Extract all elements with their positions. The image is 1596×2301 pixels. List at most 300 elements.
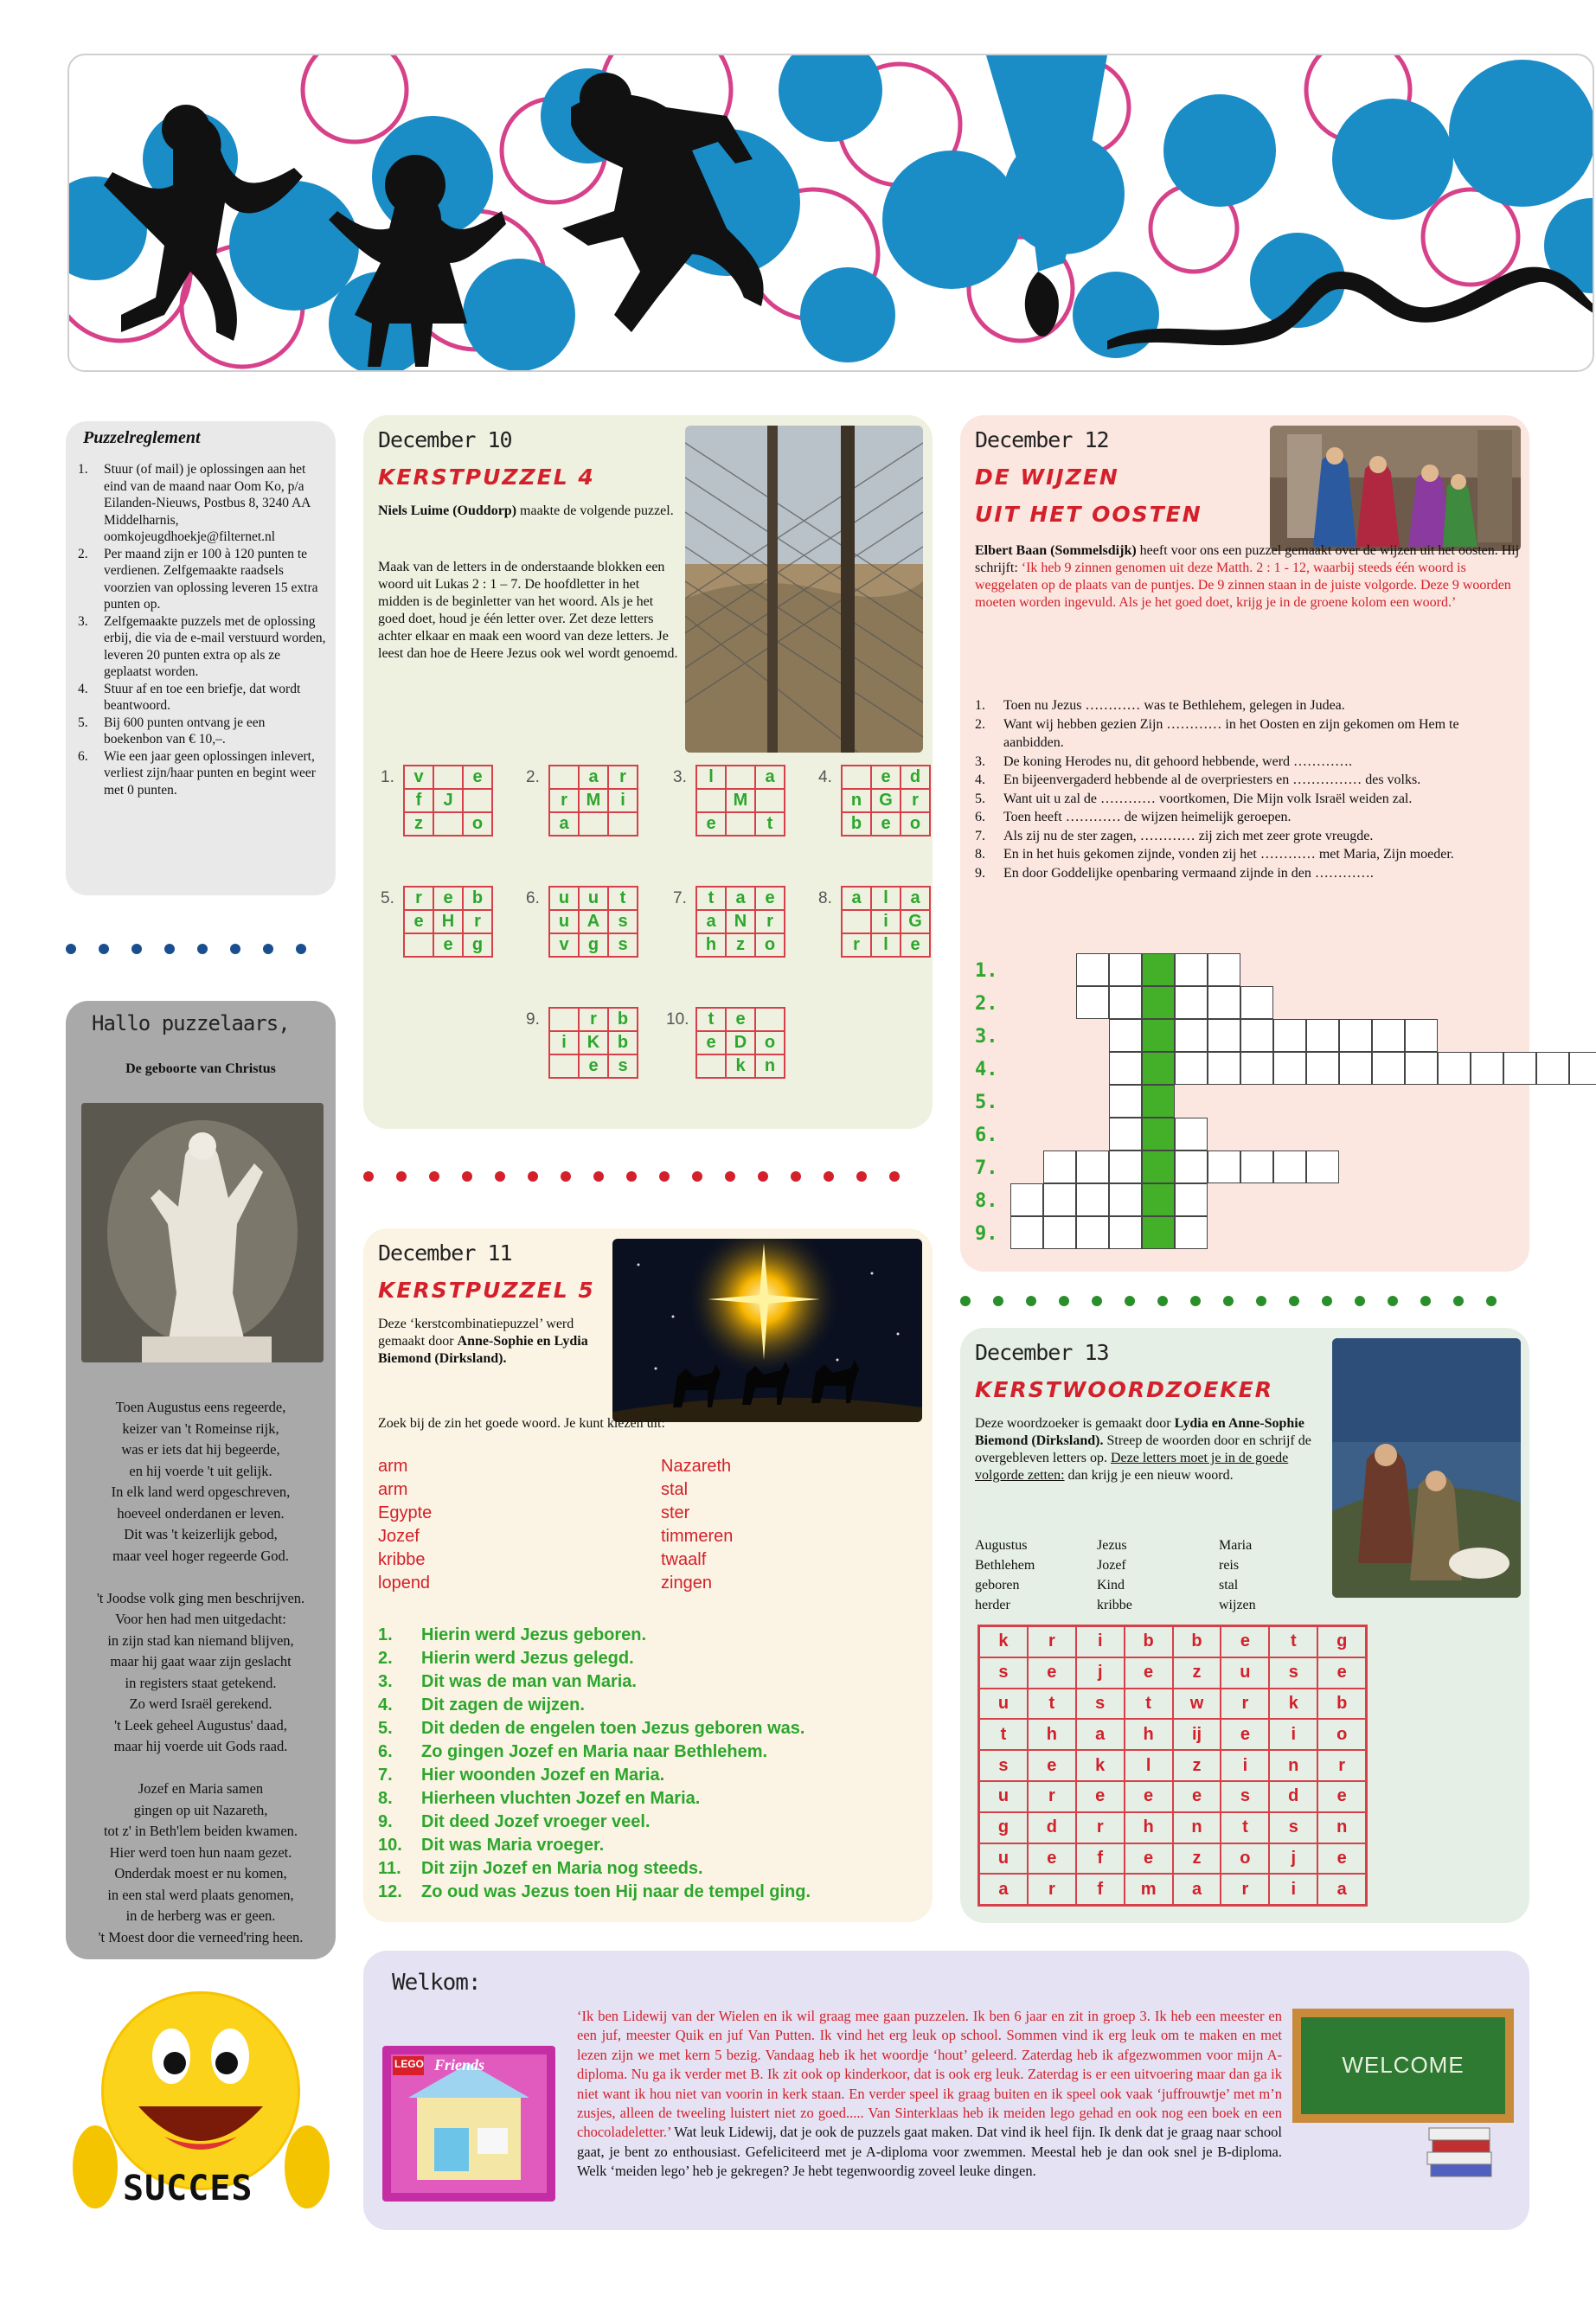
letter-cell: r (901, 789, 930, 812)
letter-cell: u (549, 887, 579, 910)
rules-item-text: Bij 600 punten ontvang je een boekenbon van € 10,–. (104, 715, 266, 747)
crossword-cell (1142, 1216, 1175, 1249)
sentence-number: 2. (975, 716, 985, 732)
dec13-title: KERSTWOORDZOEKER (975, 1377, 1274, 1402)
dec11-author: Anne-Sophie en Lydia Biemond (Dirksland). (378, 1334, 588, 1366)
search-cell: i (1221, 1750, 1269, 1781)
search-cell: r (1221, 1874, 1269, 1905)
question-text: Hierheen vluchten Jozef en Maria. (421, 1789, 701, 1808)
letter-cell (549, 1008, 579, 1031)
choice-word: Jozef (378, 1527, 420, 1546)
letter-grid (841, 765, 931, 836)
question-text: Dit was Maria vroeger. (421, 1836, 605, 1855)
dec12-box (960, 415, 1529, 1272)
crossword-cell (1240, 1052, 1273, 1085)
lego-brand: LEGO (394, 2058, 425, 2070)
search-cell: h (1125, 1719, 1173, 1750)
crossword-cell (1372, 1052, 1405, 1085)
letter-cell: a (901, 887, 930, 910)
search-cell: u (979, 1781, 1028, 1812)
succes-text: SUCCES (123, 2169, 253, 2208)
question-row (378, 1834, 811, 1857)
letter-grid (695, 886, 785, 958)
sentence-row (975, 864, 1520, 883)
letter-grid (403, 765, 493, 836)
search-cell: l (1125, 1750, 1173, 1781)
letter-cell: s (608, 933, 638, 957)
letter-cell: r (842, 933, 871, 957)
welcome-board-text: WELCOME (1342, 2052, 1465, 2078)
welkom-box (363, 1951, 1529, 2230)
rules-item (74, 681, 327, 715)
poem-line: Voor hen had men uitgedacht: (115, 1611, 286, 1627)
letter-cell: e (696, 812, 726, 836)
crossword-cell (1109, 1150, 1142, 1183)
rules-item-text: Stuur af en toe een briefje, dat wordt beantwoord. (104, 681, 301, 713)
letter-cell: b (608, 1031, 638, 1054)
search-cell: r (1028, 1874, 1076, 1905)
search-cell: s (1269, 1657, 1317, 1689)
dancing-kids-illustration (69, 55, 1594, 372)
letter-cell: t (755, 812, 785, 836)
search-cell: o (1221, 1843, 1269, 1875)
search-cell: r (1221, 1689, 1269, 1720)
sentence-number: 3. (975, 753, 985, 769)
letter-cell: r (608, 766, 638, 789)
letter-cell: e (463, 766, 492, 789)
welkom-reply: Wat leuk Lidewij, dat je ook de puzzels gaat maken. Dat vind ik heel fijn. Ik denk dat je graag naar school gaat, je bent zo enthousiast. Gefeliciteerd met je A-diploma voor zwemmen. Meestal heb je dan ook snel je B-diploma. Welk ‘meiden lego’ heb je gekregen? Je hebt tegenwoordig zoveel leuke dingen. (577, 2124, 1282, 2180)
letter-cell: e (901, 933, 930, 957)
crossword-cell (1076, 986, 1109, 1019)
sentence-text: Toen heeft ………… de wijzen heimelijk geroepen. (1003, 810, 1292, 824)
question-row (378, 1717, 811, 1740)
dec13-text-1: Streep de woorden door en schrijf de overgebleven letters op. (975, 1433, 1311, 1465)
search-cell: s (1221, 1781, 1269, 1812)
letter-cell: A (579, 910, 608, 933)
letter-cell: h (696, 933, 726, 957)
grid-number: 5. (381, 889, 394, 907)
search-cell: r (1028, 1781, 1076, 1812)
choice-word: lopend (378, 1574, 431, 1593)
dec12-intro-rest: heeft voor ons een puzzel gemaakt over de wijzen uit het oosten. Hij schrijft: (975, 543, 1520, 575)
letter-cell: o (755, 1031, 785, 1054)
letter-cell: n (755, 1054, 785, 1078)
welcome-chalkboard (1291, 2007, 1517, 2184)
dec11-title: KERSTPUZZEL 5 (378, 1278, 595, 1303)
letter-cell: e (871, 766, 901, 789)
letter-cell: d (901, 766, 930, 789)
choice-word: ster (661, 1503, 690, 1522)
search-cell: a (1317, 1874, 1366, 1905)
search-cell: r (1028, 1626, 1076, 1657)
letter-grid (403, 886, 493, 958)
welkom-letter: ‘Ik ben Lidewij van der Wielen en ik wil graag mee gaan puzzelen. Ik ben 6 jaar en zit in groep 3. Ik heb een meester en een juf, meester Quik en juf Van Putten. Ik vind het erg leuk op school. Sommen vind ik erg leuk om te maken en met lezen zijn we met kern 5 bezig. Vandaag heb ik het woordje ‘hout’ geleerd. Zaterdag heb ik afgezwommen voor mijn A-diploma. Nu ga ik verder met B. Ik zit ook op kinderkoor, dat is ook erg leuk. Zaterdag is er een uitvoering maar dan ga ik niet want ik hou niet van voorin in kerk staan. En verder speel ik graag buiten en ik speel ook vaak ‘juffrouwtje’ met m’n zusjes, alleen de tweeling luistert niet zo goed..... Van Sinterklaas heb ik meiden lego gehad en ook nog een boek en een chocoladeletter.’ (577, 2008, 1282, 2141)
search-cell: z (1173, 1750, 1221, 1781)
rules-item (74, 461, 327, 546)
letter-cell: D (726, 1031, 755, 1054)
crossword-cell (1076, 1216, 1109, 1249)
poem-line: 't Leek geheel Augustus' daad, (114, 1716, 287, 1734)
crossword-cell (1503, 1052, 1536, 1085)
crossword-cell (1372, 1019, 1405, 1052)
rules-item-number: 1. (78, 462, 88, 477)
search-cell: ij (1173, 1719, 1221, 1750)
augustus-statue-photo (81, 1103, 324, 1362)
letter-cell: e (871, 812, 901, 836)
search-word: Maria (1219, 1538, 1253, 1553)
search-cell: d (1269, 1781, 1317, 1812)
search-cell: k (979, 1626, 1028, 1657)
search-cell: g (1317, 1626, 1366, 1657)
crossword-row-number: 4. (975, 1059, 998, 1080)
letter-cell: G (901, 910, 930, 933)
question-row (378, 1624, 811, 1647)
question-number: 11. (378, 1859, 401, 1878)
search-word: Jezus (1097, 1538, 1127, 1553)
question-number: 8. (378, 1789, 393, 1808)
poem-line: Toen Augustus eens regeerde, (115, 1399, 286, 1415)
crossword-cell (1438, 1052, 1471, 1085)
letter-cell (549, 766, 579, 789)
poem-line: In elk land werd opgeschreven, (111, 1484, 291, 1500)
poem-line: 't Moest door die verneed'ring heen. (98, 1928, 304, 1945)
crossword-cell (1142, 1150, 1175, 1183)
lego-line: Friends (434, 2056, 485, 2073)
crossword-cell (1109, 1019, 1142, 1052)
poem-line: 't Joodse volk ging men beschrijven. (96, 1589, 305, 1606)
sentence-row (975, 790, 1520, 809)
search-cell: n (1317, 1812, 1366, 1843)
dec10-date: December 10 (378, 427, 512, 452)
sentence-text: De koning Herodes nu, dit gehoord hebbende, werd …………. (1003, 753, 1353, 769)
crossword-cell (1076, 953, 1109, 986)
hallo-subtitle: De geboorte van Christus (125, 1061, 276, 1076)
search-cell: n (1173, 1812, 1221, 1843)
rules-item-number: 3. (78, 613, 88, 629)
letter-cell: n (842, 789, 871, 812)
grid-number: 8. (818, 889, 832, 907)
question-text: Hierin werd Jezus geboren. (421, 1625, 647, 1644)
search-word: Jozef (1097, 1558, 1126, 1573)
crossword-cell (1043, 1216, 1076, 1249)
dec11-intro (378, 1316, 603, 1368)
question-text: Dit was de man van Maria. (421, 1672, 637, 1691)
crossword-row-number: 8. (975, 1190, 998, 1212)
search-cell: b (1317, 1689, 1366, 1720)
search-cell: o (1317, 1719, 1366, 1750)
crossword-cell (1142, 986, 1175, 1019)
crossword-row-number: 3. (975, 1026, 998, 1048)
letter-cell: e (696, 1031, 726, 1054)
letter-cell: l (696, 766, 726, 789)
sentence-number: 6. (975, 810, 985, 824)
sentence-text: En door Goddelijke openbaring vermaand zijnde in den …………. (1003, 865, 1374, 881)
search-cell: j (1076, 1657, 1125, 1689)
poem-line: Onderdak moest er nu komen, (114, 1865, 287, 1881)
dec13-word-list (975, 1535, 1341, 1615)
dec10-intro-rest: maakte de volgende puzzel. (516, 503, 674, 518)
succes-smiley (69, 1985, 333, 2221)
search-cell: e (1028, 1657, 1076, 1689)
sentence-row (975, 771, 1520, 790)
dec10-intro (378, 503, 681, 520)
rules-item-text: Zelfgemaakte puzzels met de oplossing erbij, die via de e-mail verstuurd worden, leveren 20 punten extra op als ze geplaatst worden. (104, 613, 326, 679)
search-cell: e (1028, 1843, 1076, 1875)
question-text: Zo oud was Jezus toen Hij naar de tempel ging. (421, 1882, 811, 1901)
question-text: Hierin werd Jezus gelegd. (421, 1649, 634, 1668)
grid-number: 9. (526, 1010, 540, 1029)
letter-cell: b (842, 812, 871, 836)
question-number: 6. (378, 1742, 393, 1761)
letter-cell (696, 1054, 726, 1078)
crossword-row-number: 6. (975, 1125, 998, 1146)
letter-cell: e (755, 887, 785, 910)
letter-cell: z (404, 812, 433, 836)
poem-line: maar hij voerde uit Gods raad. (113, 1738, 288, 1754)
divider-dots-blue (66, 943, 329, 955)
search-cell: z (1173, 1843, 1221, 1875)
crossword-cell (1076, 1183, 1109, 1216)
search-cell: e (1076, 1781, 1125, 1812)
search-word: kribbe (1097, 1598, 1132, 1612)
dec12-title-1: DE WIJZEN (975, 465, 1119, 490)
letter-cell: N (726, 910, 755, 933)
letter-cell: r (404, 887, 433, 910)
dec11-date: December 11 (378, 1240, 512, 1266)
poem-line: Zo werd Israël gerekend. (129, 1695, 272, 1712)
search-cell: e (1125, 1781, 1173, 1812)
dec10-text: Maak van de letters in de onderstaande blokken een woord uit Lukas 2 : 1 – 7. De hoofdletter in het midden is de beginletter van het woord. Als je het goed doet, houd je één letter over. Zet deze letters achter elkaar en maak een woord van deze letters. Je leest dan hoe de Heere Jezus ook wel wordt genoemd. (378, 560, 678, 661)
rules-title: Puzzelreglement (83, 428, 201, 447)
letter-cell: t (696, 887, 726, 910)
question-row (378, 1881, 811, 1904)
fence-landscape-photo (685, 426, 923, 753)
question-number: 4. (378, 1695, 393, 1715)
dec13-underlined: Deze letters moet je in de goede volgorde zetten: (975, 1451, 1289, 1483)
search-cell: u (979, 1689, 1028, 1720)
letter-cell: l (871, 933, 901, 957)
crossword-cell (1142, 1052, 1175, 1085)
letter-cell: J (433, 789, 463, 812)
crossword-cell (1306, 1052, 1339, 1085)
search-cell: s (979, 1750, 1028, 1781)
letter-cell: e (579, 1054, 608, 1078)
crossword-cell (1240, 986, 1273, 1019)
crossword-cell (1175, 1019, 1208, 1052)
search-cell: s (979, 1657, 1028, 1689)
crossword-cell (1109, 953, 1142, 986)
crossword-cell (1109, 1085, 1142, 1118)
search-cell: g (979, 1812, 1028, 1843)
letter-cell: a (755, 766, 785, 789)
letter-cell: a (579, 766, 608, 789)
dec12-title-2: UIT HET OOSTEN (975, 502, 1202, 527)
sentence-number: 9. (975, 865, 985, 881)
search-cell: t (1269, 1626, 1317, 1657)
question-number: 1. (378, 1625, 393, 1644)
dec10-author: Niels Luime (Ouddorp) (378, 503, 517, 518)
question-number: 10. (378, 1836, 402, 1855)
crossword-cell (1175, 1052, 1208, 1085)
poem-line: in een stal werd plaats genomen, (107, 1886, 294, 1903)
letter-cell: a (726, 887, 755, 910)
dec11-words-right (661, 1455, 733, 1595)
crossword-cell (1175, 1118, 1208, 1150)
search-cell: e (1221, 1626, 1269, 1657)
dec10-box (363, 415, 933, 1129)
crossword-cell (1142, 1019, 1175, 1052)
dec12-date: December 12 (975, 427, 1109, 452)
crossword-cell (1109, 1183, 1142, 1216)
crossword-cell (1010, 1183, 1043, 1216)
crossword-cell (1339, 1052, 1372, 1085)
letter-cell: b (608, 1008, 638, 1031)
sentence-text: Als zij nu de ster zagen, ………… zij zich met zeer grote vreugde. (1003, 828, 1374, 843)
search-cell: e (1221, 1719, 1269, 1750)
search-cell: j (1269, 1843, 1317, 1875)
letter-cell: v (404, 766, 433, 789)
search-word: herder (975, 1598, 1010, 1612)
sentence-row (975, 827, 1520, 846)
letter-cell (433, 812, 463, 836)
letter-cell (842, 910, 871, 933)
letter-cell: g (579, 933, 608, 957)
letter-cell: o (755, 933, 785, 957)
letter-cell: o (463, 812, 492, 836)
letter-cell (842, 766, 871, 789)
letter-cell (608, 812, 638, 836)
question-row (378, 1787, 811, 1811)
wise-men-star-photo (612, 1239, 922, 1422)
sentence-number: 5. (975, 791, 985, 806)
poem-line (66, 1567, 336, 1588)
letter-cell: b (463, 887, 492, 910)
choice-word: twaalf (661, 1550, 707, 1569)
letter-cell (726, 766, 755, 789)
question-number: 9. (378, 1812, 393, 1831)
search-cell: r (1317, 1750, 1366, 1781)
search-word: reis (1219, 1558, 1240, 1573)
question-text: Dit zagen de wijzen. (421, 1695, 585, 1715)
rules-item-number: 5. (78, 715, 88, 730)
letter-cell: a (842, 887, 871, 910)
crossword-cell (1208, 1052, 1240, 1085)
dec13-date: December 13 (975, 1340, 1109, 1365)
choice-word: Nazareth (661, 1457, 732, 1476)
grid-number: 3. (673, 768, 687, 786)
dec12-author: Elbert Baan (Sommelsdijk) (975, 543, 1137, 558)
grid-number: 7. (673, 889, 687, 907)
welkom-text (382, 2007, 1282, 2202)
question-text: Zo gingen Jozef en Maria naar Bethlehem. (421, 1742, 768, 1761)
search-cell: z (1173, 1657, 1221, 1689)
search-cell: m (1125, 1874, 1173, 1905)
crossword-row-number: 7. (975, 1157, 998, 1179)
letter-grid (695, 1007, 785, 1079)
crossword-cell (1109, 986, 1142, 1019)
poem-line: Hier werd toen hun naam gezet. (109, 1843, 292, 1861)
poem-line: in zijn stad kan niemand blijven, (107, 1631, 294, 1649)
grid-number: 2. (526, 768, 540, 786)
search-cell: e (1317, 1843, 1366, 1875)
search-cell: e (1125, 1657, 1173, 1689)
crossword-cell (1010, 1216, 1043, 1249)
search-cell: t (979, 1719, 1028, 1750)
crossword-row-number: 9. (975, 1223, 998, 1245)
search-cell: s (1269, 1812, 1317, 1843)
sentence-text: Want wij hebben gezien Zijn ………… in het Oosten en zijn gekomen om Hem te aanbidden. (1003, 716, 1459, 750)
rules-item-text: Per maand zijn er 100 à 120 punten te verdienen. Zelfgemaakte raadsels voorzien van oplossing leveren 15 extra punten op. (104, 546, 318, 612)
rules-item-text: Wie een jaar geen oplossingen inlevert, verliest zijn/haar punten en begint weer met 0 punten. (104, 748, 316, 798)
rules-item (74, 613, 327, 681)
letter-grid (841, 886, 931, 958)
letter-cell: t (608, 887, 638, 910)
dec13-intro (975, 1415, 1330, 1484)
search-cell: t (1125, 1689, 1173, 1720)
rules-list (74, 461, 327, 798)
search-cell: e (1317, 1781, 1366, 1812)
search-cell: e (1125, 1843, 1173, 1875)
crossword-cell (1175, 953, 1208, 986)
search-cell: k (1269, 1689, 1317, 1720)
search-cell: r (1076, 1812, 1125, 1843)
letter-cell: i (549, 1031, 579, 1054)
divider-dots-green (960, 1295, 1519, 1307)
letter-cell (404, 933, 433, 957)
crossword-cell (1142, 953, 1175, 986)
crossword-cell (1043, 1183, 1076, 1216)
dec11-questions (378, 1624, 811, 1904)
crossword-cell (1076, 1150, 1109, 1183)
letter-cell: i (608, 789, 638, 812)
crossword-cell (1273, 1019, 1306, 1052)
dec11-intro-text: Deze ‘kerstcombinatiepuzzel’ werd gemaakt door (378, 1317, 574, 1349)
search-cell: u (1221, 1657, 1269, 1689)
crossword-cell (1109, 1052, 1142, 1085)
letter-cell: e (726, 1008, 755, 1031)
sentence-text: Toen nu Jezus ………… was te Bethlehem, gelegen in Judea. (1003, 698, 1345, 713)
letter-cell: t (696, 1008, 726, 1031)
search-cell: b (1125, 1626, 1173, 1657)
letter-cell: K (579, 1031, 608, 1054)
letter-cell: r (579, 1008, 608, 1031)
crossword-cell (1471, 1052, 1503, 1085)
letter-cell (726, 812, 755, 836)
sentence-number: 4. (975, 772, 985, 787)
search-cell: s (1076, 1689, 1125, 1720)
poem-line: was er iets dat hij begeerde, (121, 1441, 280, 1458)
choice-word: timmeren (661, 1527, 734, 1546)
sentence-text: En bijeenvergaderd hebbende al de overpriesters en …………… des volks. (1003, 772, 1421, 787)
crossword-cell (1240, 1019, 1273, 1052)
word-search-grid (977, 1625, 1368, 1907)
letter-cell: s (608, 910, 638, 933)
letter-cell: g (463, 933, 492, 957)
letter-cell: M (726, 789, 755, 812)
rules-item-text: Stuur (of mail) je oplossingen aan het eind van de maand naar Oom Ko, p/a Eilanden-Nieuws, Postbus 8, 3240 AA Middelharnis, oomkojeugdhoekje@filternet.nl (104, 462, 311, 544)
sentence-text: Want uit u zal de ………… voortkomen, Die Mijn volk Israël weiden zal. (1003, 791, 1413, 806)
sentence-row (975, 696, 1520, 715)
sentence-number: 7. (975, 828, 985, 843)
letter-cell: G (871, 789, 901, 812)
poem-line: keizer van 't Romeinse rijk, (122, 1420, 279, 1437)
choice-word: arm (378, 1480, 408, 1499)
search-word: stal (1219, 1578, 1239, 1593)
hallo-poem (66, 1397, 336, 1948)
poem-line: hoeveel onderdanen er leven. (117, 1504, 285, 1522)
shepherds-painting (1332, 1338, 1521, 1598)
wise-men-painting (1270, 426, 1521, 551)
